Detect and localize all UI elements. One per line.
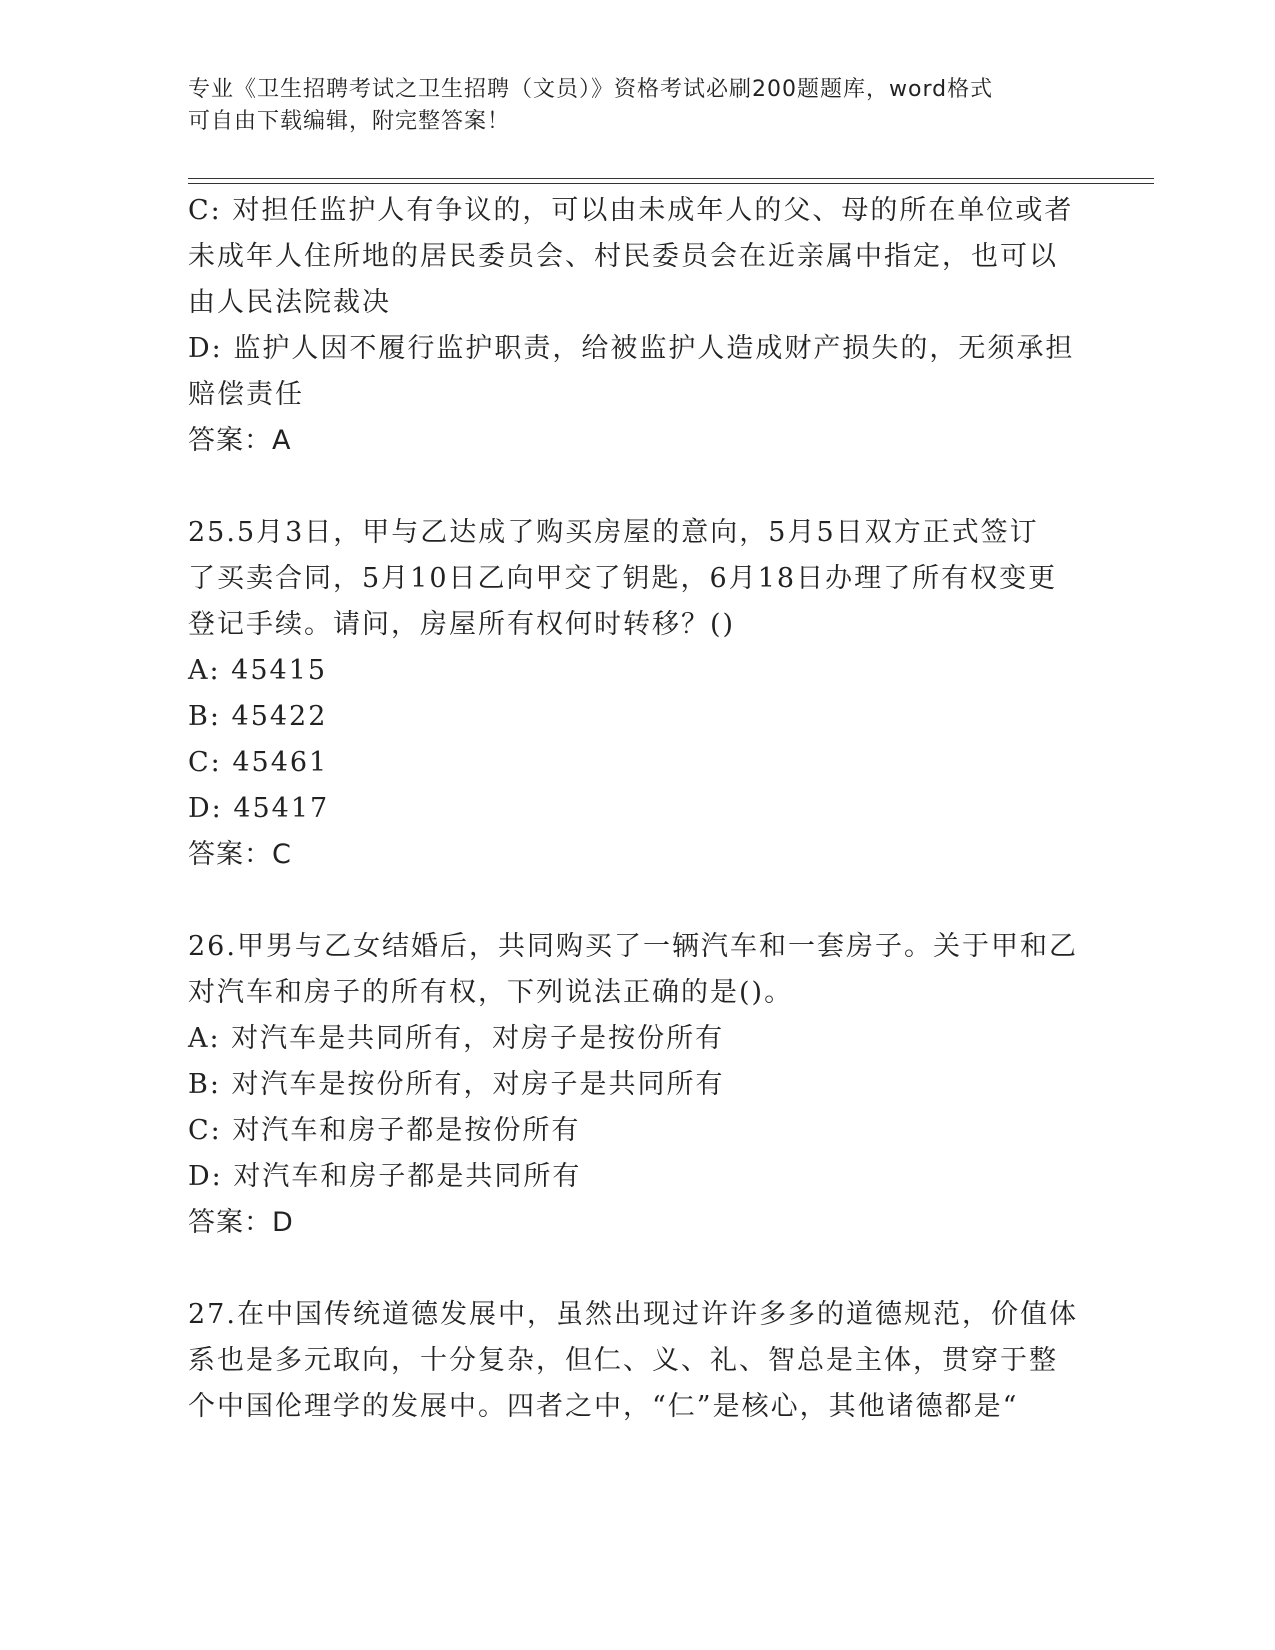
- question-24-tail: [188, 188, 1088, 464]
- question-stem-line: 对汽车和房子的所有权，下列说法正确的是()。: [188, 977, 794, 1008]
- question-26: [188, 924, 1088, 1246]
- option-line: C: 对汽车和房子都是按份所有: [188, 1115, 581, 1146]
- question-stem-line: 登记手续。请问，房屋所有权何时转移？(): [188, 609, 736, 640]
- question-25: [188, 510, 1088, 878]
- option-text-line: 赔偿责任: [188, 379, 304, 410]
- header-line: 可自由下载编辑，附完整答案！: [188, 109, 511, 134]
- document-body: [188, 188, 1088, 1430]
- answer-line: 答案：C: [188, 839, 292, 870]
- question-27: [188, 1292, 1088, 1430]
- option-line: A: 45415: [188, 655, 328, 686]
- option-line: D: 45417: [188, 793, 330, 824]
- answer-line: 答案：A: [188, 425, 292, 456]
- question-stem-line: 25.5月3日，甲与乙达成了购买房屋的意向，5月5日双方正式签订: [188, 517, 1039, 548]
- option-line: C: 45461: [188, 747, 329, 778]
- header-divider: [188, 183, 1154, 184]
- option-text-line: D: 监护人因不履行监护职责，给被监护人造成财产损失的，无须承担: [188, 333, 1075, 364]
- question-stem-line: 26.甲男与乙女结婚后，共同购买了一辆汽车和一套房子。关于甲和乙: [188, 931, 1078, 962]
- question-stem-line: 个中国伦理学的发展中。四者之中，“仁”是核心，其他诸德都是“: [188, 1391, 1019, 1422]
- question-stem-line: 27.在中国传统道德发展中，虽然出现过许许多多的道德规范，价值体: [188, 1299, 1078, 1330]
- option-line: B: 45422: [188, 701, 328, 732]
- answer-line: 答案：D: [188, 1207, 294, 1238]
- question-stem-line: 系也是多元取向，十分复杂，但仁、义、礼、智总是主体，贯穿于整: [188, 1345, 1058, 1376]
- question-stem-line: 了买卖合同，5月10日乙向甲交了钥匙，6月18日办理了所有权变更: [188, 563, 1058, 594]
- option-line: B: 对汽车是按份所有，对房子是共同所有: [188, 1069, 725, 1100]
- option-text-line: 未成年人住所地的居民委员会、村民委员会在近亲属中指定，也可以: [188, 241, 1058, 272]
- header-divider: [188, 178, 1154, 179]
- header-line: 专业《卫生招聘考试之卫生招聘（文员）》资格考试必刷200题题库，word格式: [188, 77, 994, 102]
- option-line: A: 对汽车是共同所有，对房子是按份所有: [188, 1023, 725, 1054]
- option-text-line: 由人民法院裁决: [188, 287, 391, 318]
- document-header: [188, 74, 1068, 138]
- option-text-line: C: 对担任监护人有争议的，可以由未成年人的父、母的所在单位或者: [188, 195, 1074, 226]
- option-line: D: 对汽车和房子都是共同所有: [188, 1161, 582, 1192]
